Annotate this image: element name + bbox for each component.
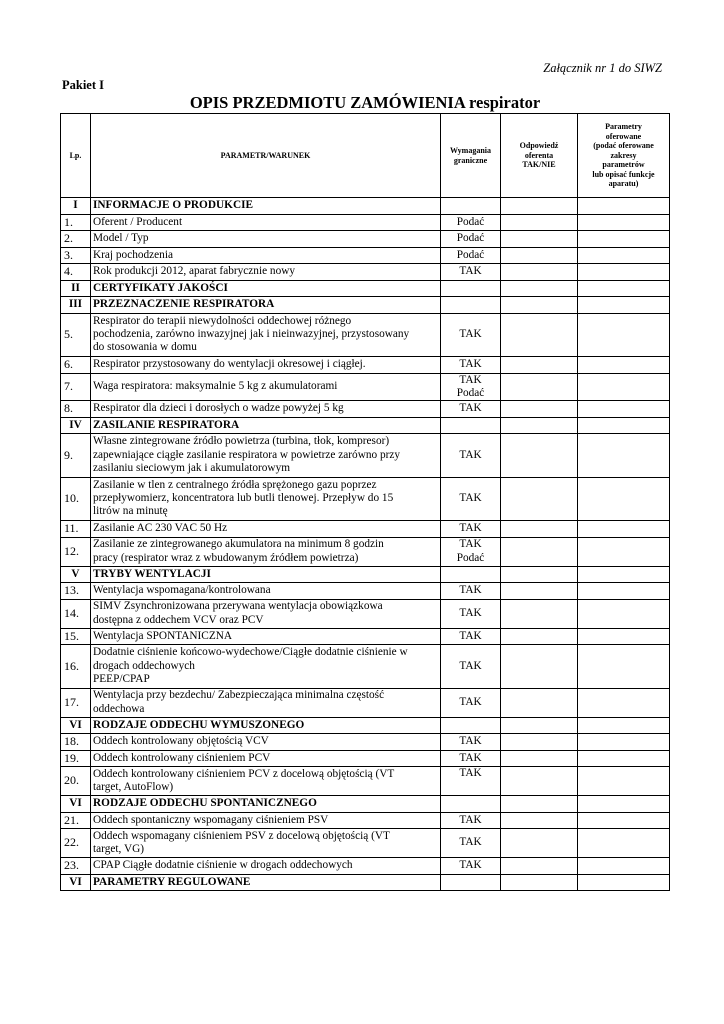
requirement-cell <box>441 417 501 434</box>
section-number: II <box>61 280 91 297</box>
param-cell <box>91 767 441 796</box>
param-cell <box>91 829 441 858</box>
requirement-cell <box>441 734 501 751</box>
param-text-line: Oddech kontrolowany ciśnieniem PCV <box>93 751 271 764</box>
param-text-line: CPAP Ciągłe dodatnie ciśnienie w drogach oddechowych <box>93 859 353 872</box>
table-row <box>61 373 670 401</box>
answer-cell <box>501 858 578 875</box>
requirement-cell <box>441 599 501 628</box>
offered-params-cell <box>578 264 670 281</box>
requirement-value: TAK <box>459 492 482 505</box>
row-number: 3. <box>61 247 91 264</box>
param-cell <box>91 247 441 264</box>
row-number: 4. <box>61 264 91 281</box>
param-text-line: Oddech kontrolowany objętością VCV <box>93 735 269 748</box>
param-text-line: zapewniające ciągłe zasilanie respiratora w powietrze zarówno przy <box>93 448 401 461</box>
section-title: CERTYFIKATY JAKOŚCI <box>91 280 441 297</box>
requirement-value: TAK <box>459 402 482 415</box>
answer-cell <box>501 645 578 689</box>
col-answer-line: Odpowiedź <box>519 141 559 151</box>
section-title: RODZAJE ODDECHU SPONTANICZNEGO <box>91 796 441 813</box>
row-number: 10. <box>61 477 91 521</box>
table-row <box>61 264 670 281</box>
section-row <box>61 796 670 813</box>
specification-table <box>60 113 670 891</box>
section-title: RODZAJE ODDECHU WYMUSZONEGO <box>91 717 441 734</box>
answer-cell <box>501 280 578 297</box>
param-text-line: przepływomierz, koncentratora lub butli tlenowej. Przepływ do 15 <box>93 492 394 505</box>
param-text-line: dostępna z oddechem VCV oraz PCV <box>93 613 264 626</box>
col-offered-line: (podać oferowane <box>593 141 654 151</box>
table-row <box>61 401 670 418</box>
answer-cell <box>501 401 578 418</box>
col-offered-header <box>578 114 670 198</box>
param-cell <box>91 313 441 357</box>
param-text-line: Zasilanie w tlen z centralnego źródła sprężonego gazu poprzez <box>93 478 377 491</box>
param-text-line: Oddech wspomagany ciśnieniem PSV z docelową objętością (VT <box>93 829 390 842</box>
row-number: 9. <box>61 434 91 478</box>
param-cell <box>91 373 441 401</box>
row-number: 11. <box>61 521 91 538</box>
offered-params-cell <box>578 750 670 767</box>
requirement-value: TAK <box>459 584 482 597</box>
param-cell <box>91 401 441 418</box>
requirement-value: TAK <box>459 265 482 278</box>
table-row <box>61 734 670 751</box>
requirement-cell <box>441 231 501 248</box>
param-text-line: Kraj pochodzenia <box>93 248 173 261</box>
offered-params-cell <box>578 417 670 434</box>
answer-cell <box>501 247 578 264</box>
requirement-cell <box>441 750 501 767</box>
offered-params-cell <box>578 280 670 297</box>
answer-cell <box>501 874 578 891</box>
requirement-cell <box>441 537 501 566</box>
section-title: ZASILANIE RESPIRATORA <box>91 417 441 434</box>
offered-params-cell <box>578 297 670 314</box>
param-cell <box>91 599 441 628</box>
answer-cell <box>501 750 578 767</box>
answer-cell <box>501 214 578 231</box>
param-cell <box>91 645 441 689</box>
offered-params-cell <box>578 373 670 401</box>
requirement-cell <box>441 688 501 717</box>
section-title: TRYBY WENTYLACJI <box>91 566 441 583</box>
requirement-cell <box>441 521 501 538</box>
param-cell <box>91 812 441 829</box>
offered-params-cell <box>578 313 670 357</box>
requirement-cell <box>441 628 501 645</box>
requirement-cell <box>441 796 501 813</box>
param-text-line: litrów na minutę <box>93 505 168 518</box>
table-row <box>61 583 670 600</box>
requirement-cell <box>441 583 501 600</box>
offered-params-cell <box>578 717 670 734</box>
answer-cell <box>501 829 578 858</box>
table-row <box>61 231 670 248</box>
param-text-line: Rok produkcji 2012, aparat fabrycznie nowy <box>93 265 296 278</box>
param-text-line: pracy (respirator wraz z wbudowanym źródłem powietrza) <box>93 551 359 564</box>
table-row <box>61 537 670 566</box>
requirement-value: TAK <box>459 813 482 826</box>
offered-params-cell <box>578 874 670 891</box>
offered-params-cell <box>578 858 670 875</box>
row-number: 17. <box>61 688 91 717</box>
offered-params-cell <box>578 583 670 600</box>
offered-params-cell <box>578 521 670 538</box>
row-number: 23. <box>61 858 91 875</box>
row-number: 14. <box>61 599 91 628</box>
offered-params-cell <box>578 198 670 215</box>
requirement-cell <box>441 313 501 357</box>
table-row <box>61 357 670 374</box>
answer-cell <box>501 767 578 796</box>
param-text-line: oddechowa <box>93 702 145 715</box>
offered-params-cell <box>578 628 670 645</box>
section-title: PRZEZNACZENIE RESPIRATORA <box>91 297 441 314</box>
row-number: 1. <box>61 214 91 231</box>
table-row <box>61 313 670 357</box>
answer-cell <box>501 297 578 314</box>
section-row <box>61 566 670 583</box>
answer-cell <box>501 688 578 717</box>
param-text-line: Respirator do terapii niewydolności oddechowej różnego <box>93 314 352 327</box>
requirement-cell <box>441 357 501 374</box>
answer-cell <box>501 566 578 583</box>
row-number: 21. <box>61 812 91 829</box>
requirement-cell <box>441 264 501 281</box>
answer-cell <box>501 417 578 434</box>
col-answer-header <box>501 114 578 198</box>
requirement-value: Podać <box>456 386 485 399</box>
offered-params-cell <box>578 645 670 689</box>
row-number: 8. <box>61 401 91 418</box>
section-row <box>61 874 670 891</box>
requirement-cell <box>441 767 501 796</box>
section-row <box>61 198 670 215</box>
param-text-line: target, VG) <box>93 843 145 856</box>
requirement-cell <box>441 717 501 734</box>
offered-params-cell <box>578 401 670 418</box>
offered-params-cell <box>578 434 670 478</box>
param-text-line: Dodatnie ciśnienie końcowo-wydechowe/Ciągłe dodatnie ciśnienie w <box>93 646 408 659</box>
param-cell <box>91 264 441 281</box>
requirement-cell <box>441 297 501 314</box>
param-text-line: Własne zintegrowane źródło powietrza (turbina, tłok, kompresor) <box>93 435 390 448</box>
offered-params-cell <box>578 767 670 796</box>
param-text-line: Wentylacja przy bezdechu/ Zabezpieczająca minimalna częstość <box>93 689 385 702</box>
requirement-value: Podać <box>456 248 485 261</box>
row-number: 5. <box>61 313 91 357</box>
param-cell <box>91 734 441 751</box>
requirement-value: TAK <box>459 358 482 371</box>
section-title: INFORMACJE O PRODUKCIE <box>91 198 441 215</box>
annex-label: Załącznik nr 1 do SIWZ <box>543 61 662 75</box>
param-cell <box>91 231 441 248</box>
col-req-header <box>441 114 501 198</box>
table-row <box>61 829 670 858</box>
document-title: OPIS PRZEDMIOTU ZAMÓWIENIA respirator <box>189 93 541 112</box>
row-number: 12. <box>61 537 91 566</box>
row-number: 13. <box>61 583 91 600</box>
param-text-line: Waga respiratora: maksymalnie 5 kg z akumulatorami <box>93 380 338 393</box>
param-text-line: Oddech spontaniczny wspomagany ciśnieniem PSV <box>93 813 329 826</box>
col-offered-line: Parametry <box>605 121 642 131</box>
row-number: 19. <box>61 750 91 767</box>
requirement-cell <box>441 566 501 583</box>
row-number: 22. <box>61 829 91 858</box>
param-cell <box>91 537 441 566</box>
table-row <box>61 521 670 538</box>
offered-params-cell <box>578 566 670 583</box>
param-text-line: Wentylacja wspomagana/kontrolowana <box>93 584 271 597</box>
requirement-value: TAK <box>459 448 482 461</box>
offered-params-cell <box>578 796 670 813</box>
table-row <box>61 858 670 875</box>
offered-params-cell <box>578 357 670 374</box>
requirement-cell <box>441 198 501 215</box>
section-number: I <box>61 198 91 215</box>
col-offered-line: oferowane <box>605 131 642 141</box>
table-row <box>61 477 670 521</box>
answer-cell <box>501 599 578 628</box>
answer-cell <box>501 373 578 401</box>
col-lp-header: Lp. <box>61 114 91 198</box>
offered-params-cell <box>578 247 670 264</box>
requirement-value: TAK <box>459 522 482 535</box>
table-row <box>61 812 670 829</box>
offered-params-cell <box>578 214 670 231</box>
offered-params-cell <box>578 231 670 248</box>
param-cell <box>91 628 441 645</box>
requirement-value: TAK <box>459 328 482 341</box>
col-answer-line: TAK/NIE <box>522 160 556 170</box>
section-row <box>61 297 670 314</box>
requirement-value: TAK <box>459 767 482 780</box>
offered-params-cell <box>578 734 670 751</box>
param-text-line: Model / Typ <box>93 232 149 245</box>
param-text-line: Zasilanie ze zintegrowanego akumulatora na minimum 8 godzin <box>93 538 384 551</box>
requirement-cell <box>441 373 501 401</box>
requirement-value: Podać <box>456 215 485 228</box>
requirement-value: TAK <box>459 373 482 386</box>
row-number: 20. <box>61 767 91 796</box>
answer-cell <box>501 734 578 751</box>
answer-cell <box>501 812 578 829</box>
offered-params-cell <box>578 537 670 566</box>
param-text-line: Respirator dla dzieci i dorosłych o wadze powyżej 5 kg <box>93 402 344 415</box>
param-cell <box>91 477 441 521</box>
requirement-cell <box>441 434 501 478</box>
answer-cell <box>501 198 578 215</box>
answer-cell <box>501 434 578 478</box>
table-row <box>61 214 670 231</box>
answer-cell <box>501 521 578 538</box>
param-text-line: pochodzenia, zarówno inwazyjnej jak i nieinwazyjnej, przystosowany <box>93 328 410 341</box>
row-number: 15. <box>61 628 91 645</box>
package-label: Pakiet I <box>62 78 105 92</box>
param-text-line: Wentylacja SPONTANICZNA <box>93 629 233 642</box>
col-answer-line: oferenta <box>524 150 554 160</box>
answer-cell <box>501 477 578 521</box>
col-req-line: Wymagania <box>449 145 492 155</box>
offered-params-cell <box>578 599 670 628</box>
section-number: VI <box>61 874 91 891</box>
table-row <box>61 247 670 264</box>
answer-cell <box>501 537 578 566</box>
requirement-cell <box>441 477 501 521</box>
param-text-line: Oddech kontrolowany ciśnieniem PCV z docelową objętością (VT <box>93 767 395 780</box>
offered-params-cell <box>578 812 670 829</box>
param-cell <box>91 434 441 478</box>
row-number: 6. <box>61 357 91 374</box>
param-text-line: Zasilanie AC 230 VAC 50 Hz <box>93 522 228 535</box>
param-cell <box>91 214 441 231</box>
requirement-cell <box>441 280 501 297</box>
col-offered-line: aparatu) <box>608 179 639 189</box>
col-offered-line: parametrów <box>602 160 645 170</box>
row-number: 2. <box>61 231 91 248</box>
requirement-cell <box>441 247 501 264</box>
row-number: 7. <box>61 373 91 401</box>
param-cell <box>91 583 441 600</box>
requirement-cell <box>441 874 501 891</box>
requirement-value: TAK <box>459 629 482 642</box>
param-cell <box>91 521 441 538</box>
answer-cell <box>501 796 578 813</box>
param-text-line: Oferent / Producent <box>93 215 183 228</box>
table-header-row <box>61 114 670 198</box>
param-text-line: target, AutoFlow) <box>93 781 174 794</box>
offered-params-cell <box>578 829 670 858</box>
answer-cell <box>501 583 578 600</box>
row-number: 16. <box>61 645 91 689</box>
table-row <box>61 645 670 689</box>
table-row <box>61 750 670 767</box>
table-row <box>61 628 670 645</box>
param-text-line: drogach oddechowych <box>93 659 195 672</box>
requirement-value: TAK <box>459 538 482 551</box>
row-number: 18. <box>61 734 91 751</box>
param-cell <box>91 357 441 374</box>
requirement-value: TAK <box>459 735 482 748</box>
section-number: III <box>61 297 91 314</box>
requirement-value: TAK <box>459 751 482 764</box>
section-number: VI <box>61 796 91 813</box>
requirement-value: TAK <box>459 836 482 849</box>
table-row <box>61 767 670 796</box>
section-row <box>61 417 670 434</box>
answer-cell <box>501 264 578 281</box>
requirement-cell <box>441 829 501 858</box>
offered-params-cell <box>578 688 670 717</box>
requirement-value: TAK <box>459 606 482 619</box>
offered-params-cell <box>578 477 670 521</box>
section-number: VI <box>61 717 91 734</box>
requirement-cell <box>441 858 501 875</box>
param-text-line: do stosowania w domu <box>93 341 197 354</box>
requirement-value: TAK <box>459 859 482 872</box>
requirement-cell <box>441 645 501 689</box>
answer-cell <box>501 313 578 357</box>
section-number: V <box>61 566 91 583</box>
requirement-cell <box>441 812 501 829</box>
section-number: IV <box>61 417 91 434</box>
param-text-line: PEEP/CPAP <box>93 672 150 685</box>
requirement-value: TAK <box>459 695 482 708</box>
requirement-cell <box>441 214 501 231</box>
param-cell <box>91 750 441 767</box>
param-cell <box>91 858 441 875</box>
param-text-line: zasilaniu sieciowym jak i akumulatorowym <box>93 461 291 474</box>
requirement-cell <box>441 401 501 418</box>
param-text-line: Respirator przystosowany do wentylacji okresowej i ciągłej. <box>93 358 366 371</box>
param-text-line: SIMV Zsynchronizowana przerywana wentylacja obowiązkowa <box>93 600 383 613</box>
section-row <box>61 280 670 297</box>
col-offered-line: zakresy <box>610 150 637 160</box>
section-title: PARAMETRY REGULOWANE <box>91 874 441 891</box>
requirement-value: Podać <box>456 232 485 245</box>
table-row <box>61 688 670 717</box>
table-row <box>61 434 670 478</box>
answer-cell <box>501 628 578 645</box>
param-cell <box>91 688 441 717</box>
requirement-value: Podać <box>456 551 485 564</box>
section-row <box>61 717 670 734</box>
col-offered-line: lub opisać funkcje <box>592 169 655 179</box>
col-req-line: graniczne <box>453 155 488 165</box>
answer-cell <box>501 231 578 248</box>
col-param-header: PARAMETR/WARUNEK <box>91 114 441 198</box>
requirement-value: TAK <box>459 659 482 672</box>
answer-cell <box>501 717 578 734</box>
table-row <box>61 599 670 628</box>
answer-cell <box>501 357 578 374</box>
